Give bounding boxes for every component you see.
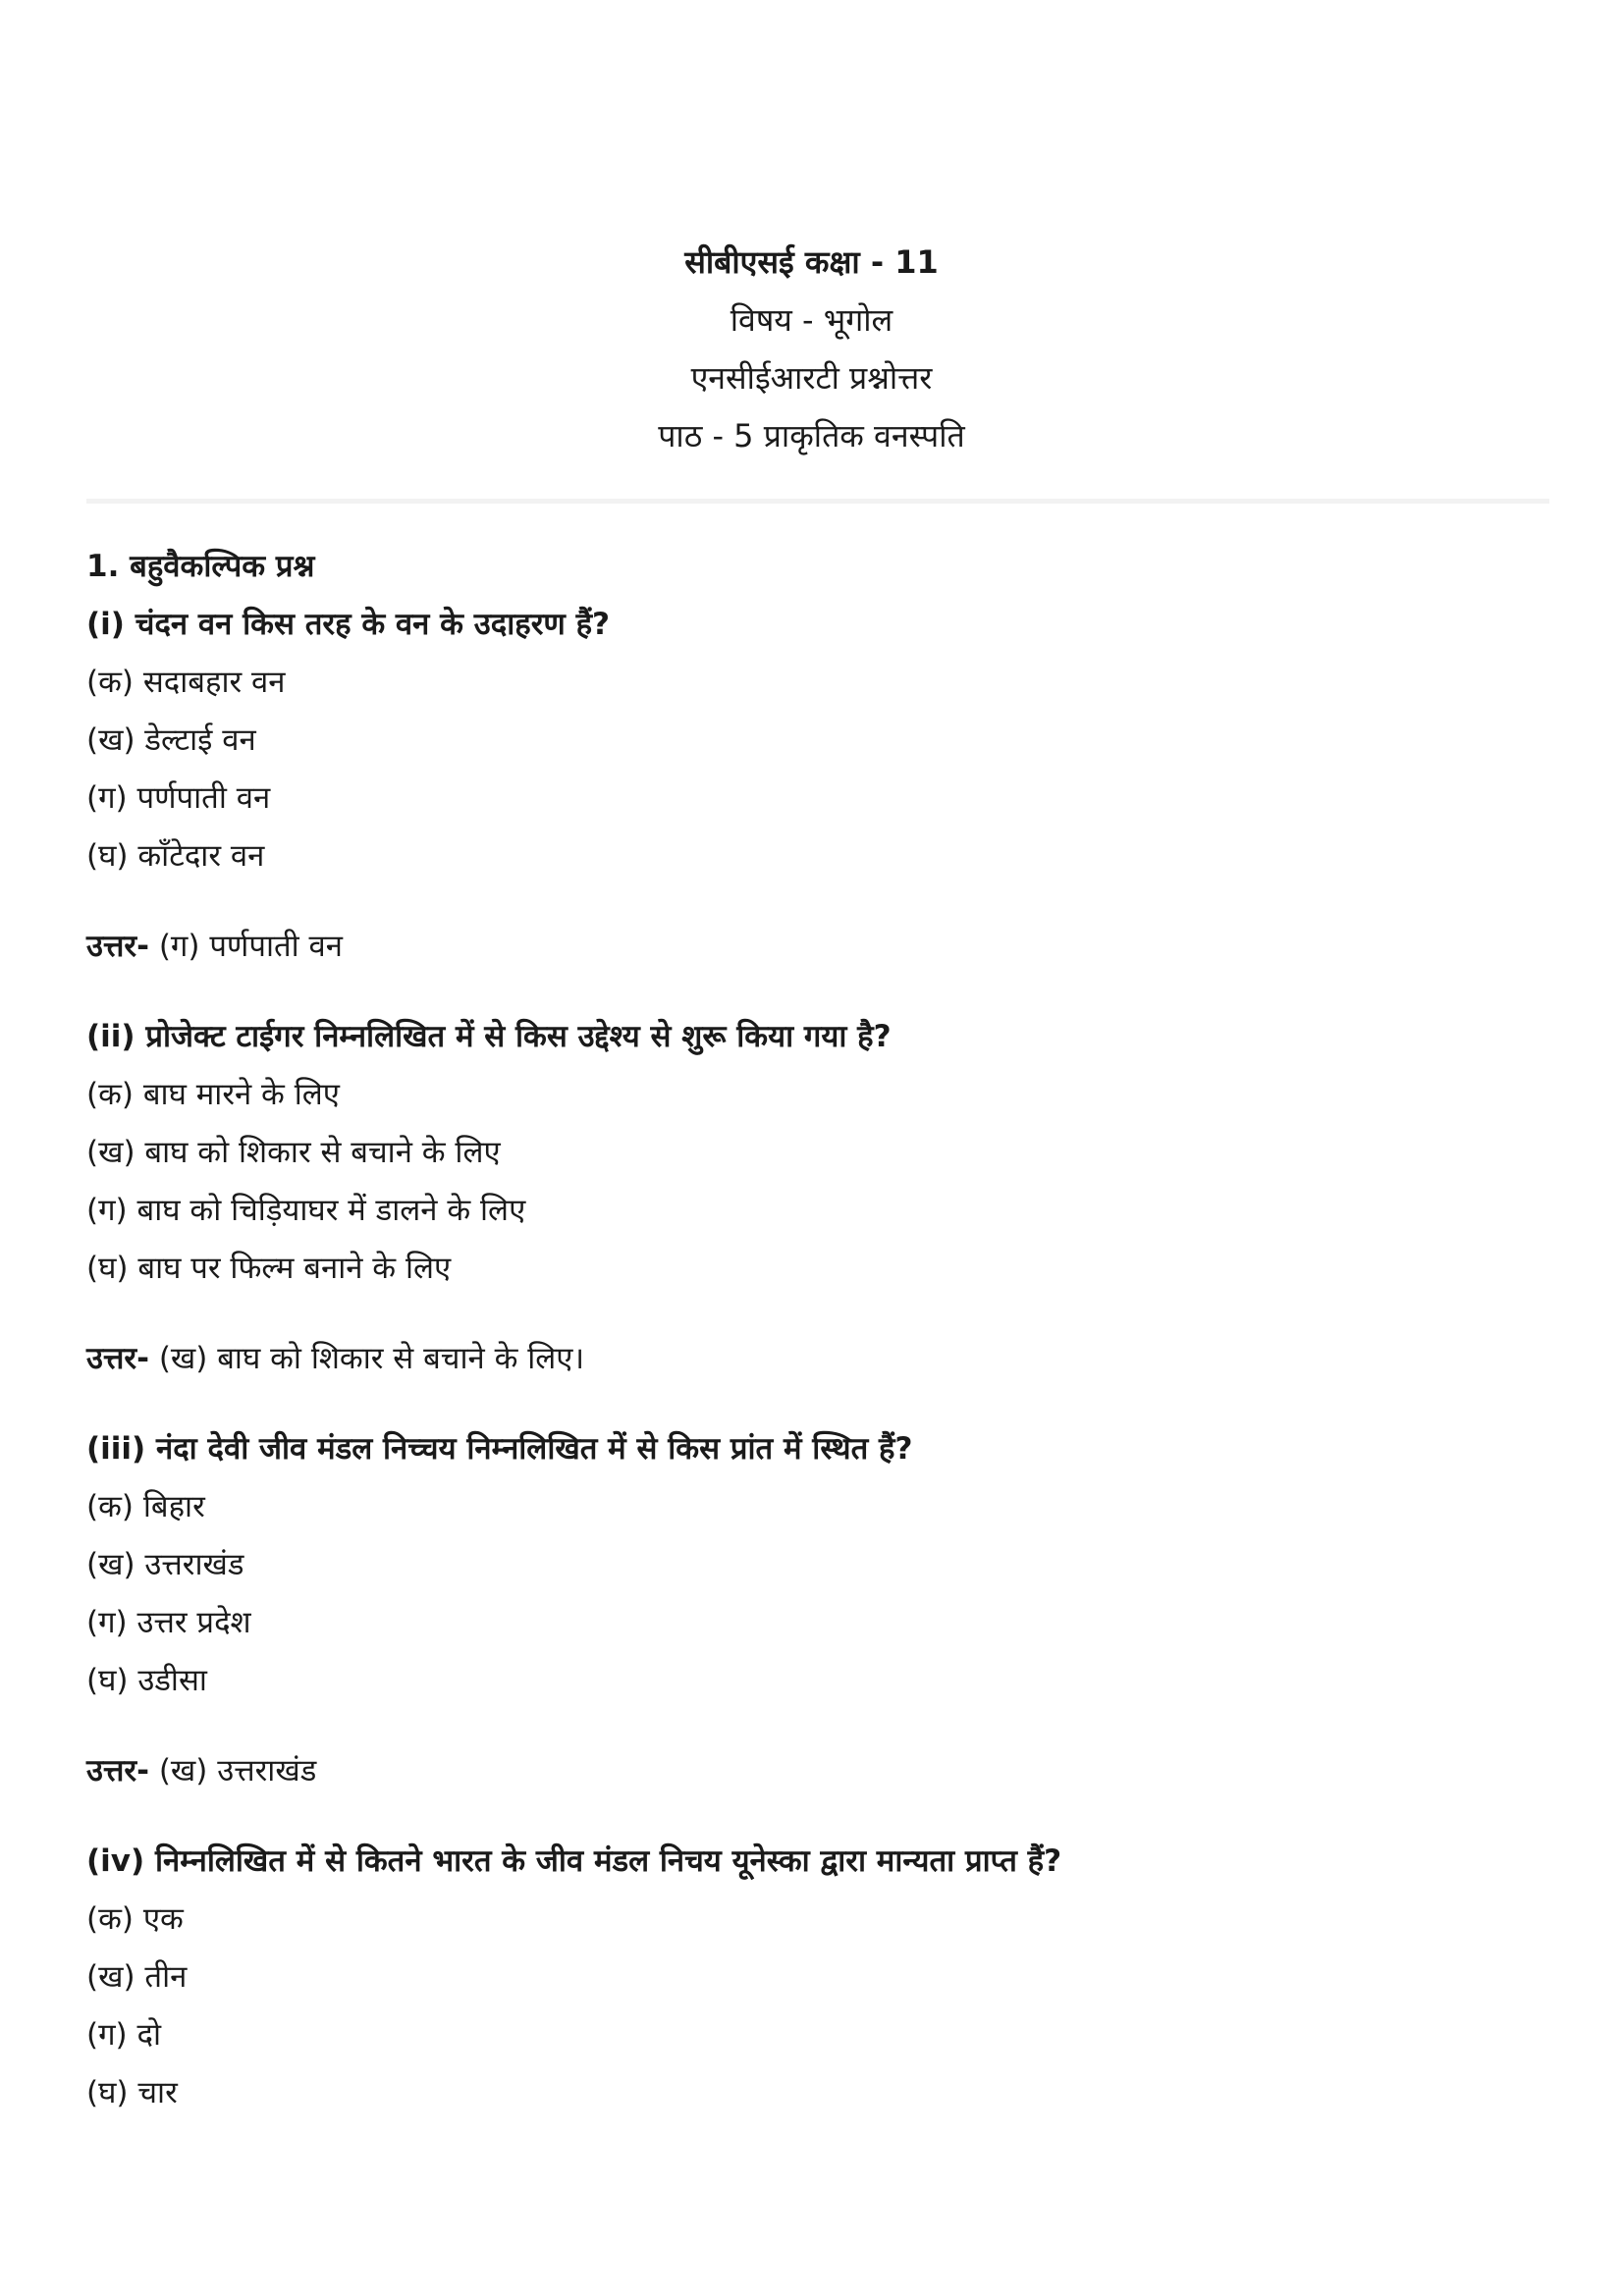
question-text: (iii) नंदा देवी जीव मंडल निच्चय निम्नलिखित में से किस प्रांत में स्थित हैं? [86, 1431, 913, 1467]
ncert-qa-title: एनसीईआरटी प्रश्नोत्तर [690, 359, 933, 397]
question-block [86, 1008, 1559, 1388]
section-title: 1. बहुवैकल्पिक प्रश्न [86, 549, 315, 584]
question-text: (i) चंदन वन किस तरह के वन के उदाहरण हैं? [86, 607, 611, 642]
option-ka: (क) बिहार [86, 1489, 205, 1524]
question-block [86, 1833, 1559, 2122]
option-gha: (घ) चार [86, 2075, 178, 2110]
answer-text: (ग) पर्णपाती वन [148, 929, 343, 964]
answer-label: उत्तर- [86, 1753, 149, 1789]
question-block [86, 596, 1559, 976]
document-header [0, 234, 1623, 465]
header-divider [86, 499, 1549, 504]
board-class-title: सीबीएसई कक्षा - 11 [684, 243, 939, 281]
option-kha: (ख) उत्तराखंड [86, 1547, 244, 1582]
answer-label: उत्तर- [86, 929, 149, 964]
document-body [86, 538, 1559, 2122]
answer-text: (ख) उत्तराखंड [148, 1753, 317, 1789]
answer-text: (ख) बाघ को शिकार से बचाने के लिए। [148, 1341, 585, 1376]
option-gha: (घ) उडीसा [86, 1663, 207, 1698]
option-ga: (ग) बाघ को चिड़ियाघर में डालने के लिए [86, 1193, 526, 1228]
question-block [86, 1420, 1559, 1800]
option-kha: (ख) तीन [86, 1959, 188, 1995]
answer-line [86, 1330, 1559, 1388]
answer-line [86, 918, 1559, 976]
option-ka: (क) एक [86, 1901, 184, 1937]
option-kha: (ख) बाघ को शिकार से बचाने के लिए [86, 1135, 501, 1170]
answer-label: उत्तर- [86, 1341, 149, 1376]
chapter-title: पाठ - 5 प्राकृतिक वनस्पति [658, 417, 965, 454]
option-ka: (क) बाघ मारने के लिए [86, 1077, 340, 1112]
subject-title: विषय - भूगोल [730, 301, 893, 339]
option-ga: (ग) पर्णपाती वन [86, 780, 271, 816]
question-text: (iv) निम्नलिखित में से कितने भारत के जीव मंडल निचय यूनेस्का द्वारा मान्यता प्राप्त हैं? [86, 1843, 1062, 1879]
option-ka: (क) सदाबहार वन [86, 665, 286, 700]
question-text: (ii) प्रोजेक्ट टाईगर निम्नलिखित में से किस उद्देश्य से शुरू किया गया है? [86, 1019, 892, 1054]
option-ga: (ग) दो [86, 2017, 161, 2053]
option-gha: (घ) काँटेदार वन [86, 838, 265, 874]
answer-line [86, 1742, 1559, 1800]
option-kha: (ख) डेल्टाई वन [86, 722, 256, 758]
option-ga: (ग) उत्तर प्रदेश [86, 1605, 251, 1640]
option-gha: (घ) बाघ पर फिल्म बनाने के लिए [86, 1251, 452, 1286]
